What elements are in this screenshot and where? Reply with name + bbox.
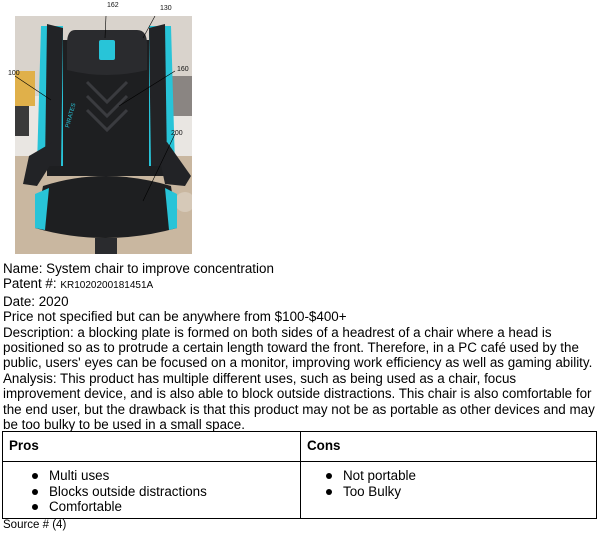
source-note: Source # (4) — [3, 519, 67, 531]
pros-header: Pros — [3, 432, 301, 462]
cons-list — [301, 468, 596, 499]
cons-header: Cons — [301, 432, 597, 462]
callout-160: 160 — [177, 66, 189, 73]
price-line: Price not specified but can be anywhere from $100-$400+ — [3, 309, 347, 325]
cons-item: Too Bulky — [343, 484, 596, 500]
pros-cons-table — [2, 431, 597, 519]
pros-item: Multi uses — [49, 468, 300, 484]
patent-label: Patent #: — [3, 276, 61, 292]
patent-line — [3, 276, 597, 293]
description-paragraph: Description: a blocking plate is formed on both sides of a headrest of a chair where a head is positioned so as to protrude a certain length toward the front. Therefore, in a PC café used by the public, users' eyes can be focused on a monitor, improving work efficiency as well as gaming ability. — [3, 324, 593, 371]
callout-162: 162 — [107, 2, 119, 9]
callout-200: 200 — [171, 130, 183, 137]
product-name: Name: System chair to improve concentration — [3, 261, 274, 276]
callout-100: 100 — [8, 70, 20, 77]
analysis-paragraph: Analysis: This product has multiple different uses, such as being used as a chair, focus improvement device, and is also able to block outside distractions. This chair is also comfortable for the end user, but the drawback is that this product may not be as portable as other devices and may be too bulky to be used in a small space. — [3, 370, 595, 433]
logo-text: PIRATES — [65, 102, 78, 129]
date-line: Date: 2020 — [3, 293, 69, 309]
pros-cell — [3, 462, 301, 519]
pros-item: Blocks outside distractions — [49, 484, 300, 500]
chair-illustration — [15, 16, 192, 254]
patent-number: KR1020200181451A — [60, 280, 154, 292]
callout-130: 130 — [160, 5, 172, 12]
pros-list — [3, 468, 300, 515]
chair-photo — [15, 16, 192, 254]
cons-item: Not portable — [343, 468, 596, 484]
product-info — [3, 261, 597, 432]
pros-item: Comfortable — [49, 499, 300, 515]
cons-cell — [301, 462, 597, 519]
